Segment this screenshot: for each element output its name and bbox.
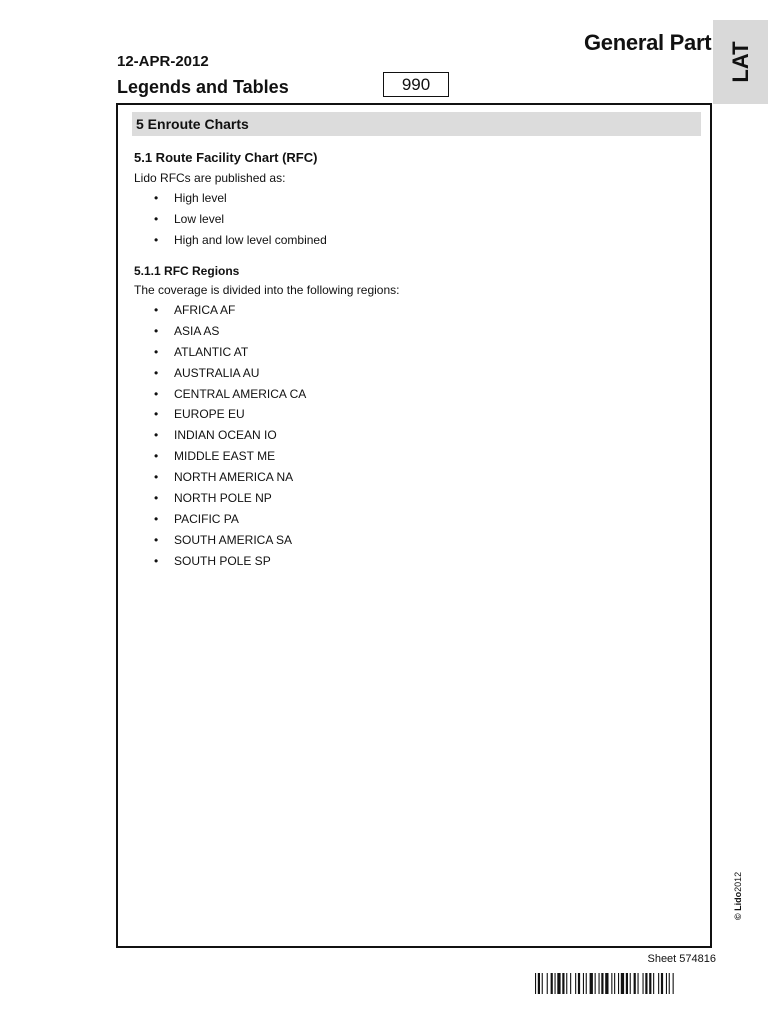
- bullet-icon: •: [154, 407, 159, 422]
- barcode-bar: [601, 973, 603, 994]
- subsection-intro-rfc: Lido RFCs are published as:: [134, 171, 286, 185]
- list-item: • EUROPE EU: [154, 404, 306, 425]
- barcode-bar: [599, 973, 600, 994]
- barcode-bar: [566, 973, 567, 994]
- sheet-number: Sheet 574816: [647, 953, 716, 965]
- list-item: • ATLANTIC AT: [154, 342, 306, 363]
- barcode-bar: [630, 973, 631, 994]
- barcode-bar: [535, 973, 536, 994]
- subsection-title-regions: 5.1.1 RFC Regions: [134, 264, 240, 278]
- bullet-icon: •: [154, 323, 159, 338]
- barcode-bar: [621, 973, 624, 994]
- subsection-intro-regions: The coverage is divided into the following regions:: [134, 283, 400, 297]
- barcode-bar: [557, 973, 560, 994]
- barcode-bar: [634, 973, 636, 994]
- barcode-bar: [590, 973, 593, 994]
- barcode-bar: [551, 973, 553, 994]
- bullet-icon: •: [154, 428, 159, 443]
- subsection-title-rfc: 5.1 Route Facility Chart (RFC): [134, 150, 318, 165]
- bullet-icon: •: [154, 365, 159, 380]
- rfc-regions-list: [154, 300, 306, 572]
- bullet-icon: •: [154, 191, 159, 205]
- section-title: 5 Enroute Charts: [132, 112, 701, 136]
- barcode-bar: [555, 973, 556, 994]
- document-title: Legends and Tables: [117, 77, 289, 97]
- copyright-year: 2012: [733, 871, 743, 892]
- list-item: • INDIAN OCEAN IO: [154, 425, 306, 446]
- barcode-bar: [538, 973, 540, 994]
- bullet-icon: •: [154, 491, 159, 506]
- list-item: • AUSTRALIA AU: [154, 363, 306, 384]
- list-item: • CENTRAL AMERICA CA: [154, 384, 306, 405]
- barcode-bar: [575, 973, 576, 994]
- list-item: • ASIA AS: [154, 321, 306, 342]
- copyright-mark: © Lido: [733, 891, 743, 920]
- list-item: • AFRICA AF: [154, 300, 306, 321]
- bullet-icon: •: [154, 470, 159, 485]
- bullet-icon: •: [154, 449, 159, 464]
- barcode-bar: [605, 973, 608, 994]
- barcode-bar: [586, 973, 587, 994]
- rfc-levels-list: [154, 188, 327, 251]
- list-item: • SOUTH POLE SP: [154, 551, 306, 572]
- bullet-icon: •: [154, 532, 159, 547]
- lat-tab-label: LAT: [727, 41, 753, 83]
- barcode-bar: [542, 973, 543, 994]
- bullet-icon: •: [154, 303, 159, 317]
- barcode-bar: [626, 973, 628, 994]
- effective-date: 12-APR-2012: [117, 53, 209, 70]
- barcode-bar: [669, 973, 670, 994]
- copyright-notice: [733, 872, 743, 920]
- barcode-bar: [570, 973, 571, 994]
- list-item: • NORTH AMERICA NA: [154, 467, 306, 488]
- bullet-icon: •: [154, 232, 159, 247]
- barcode-icon: [535, 973, 715, 994]
- barcode-bar: [645, 973, 647, 994]
- list-item: • High level: [154, 188, 327, 209]
- lat-tab: [713, 20, 768, 104]
- list-item: • PACIFIC PA: [154, 509, 306, 530]
- bullet-icon: •: [154, 344, 159, 359]
- barcode-bar: [618, 973, 619, 994]
- barcode-bar: [638, 973, 639, 994]
- barcode-bar: [595, 973, 596, 994]
- list-item: • NORTH POLE NP: [154, 488, 306, 509]
- bullet-icon: •: [154, 211, 159, 226]
- page-number-box: 990: [383, 72, 449, 97]
- barcode-bar: [661, 973, 663, 994]
- barcode-bar: [649, 973, 651, 994]
- barcode-bar: [658, 973, 659, 994]
- barcode-bar: [614, 973, 615, 994]
- barcode-bar: [562, 973, 564, 994]
- barcode-bar: [673, 973, 674, 994]
- barcode-bar: [583, 973, 584, 994]
- barcode-bar: [578, 973, 580, 994]
- barcode-bar: [611, 973, 612, 994]
- list-item: • SOUTH AMERICA SA: [154, 530, 306, 551]
- list-item: • High and low level combined: [154, 230, 327, 251]
- barcode-bar: [666, 973, 667, 994]
- barcode-bar: [643, 973, 644, 994]
- bullet-icon: •: [154, 386, 159, 401]
- general-part-heading: General Part: [584, 30, 712, 55]
- list-item: • Low level: [154, 209, 327, 230]
- barcode-bar: [547, 973, 548, 994]
- content-frame: [116, 103, 712, 948]
- bullet-icon: •: [154, 511, 159, 526]
- barcode-bar: [653, 973, 654, 994]
- list-item: • MIDDLE EAST ME: [154, 446, 306, 467]
- bullet-icon: •: [154, 553, 159, 568]
